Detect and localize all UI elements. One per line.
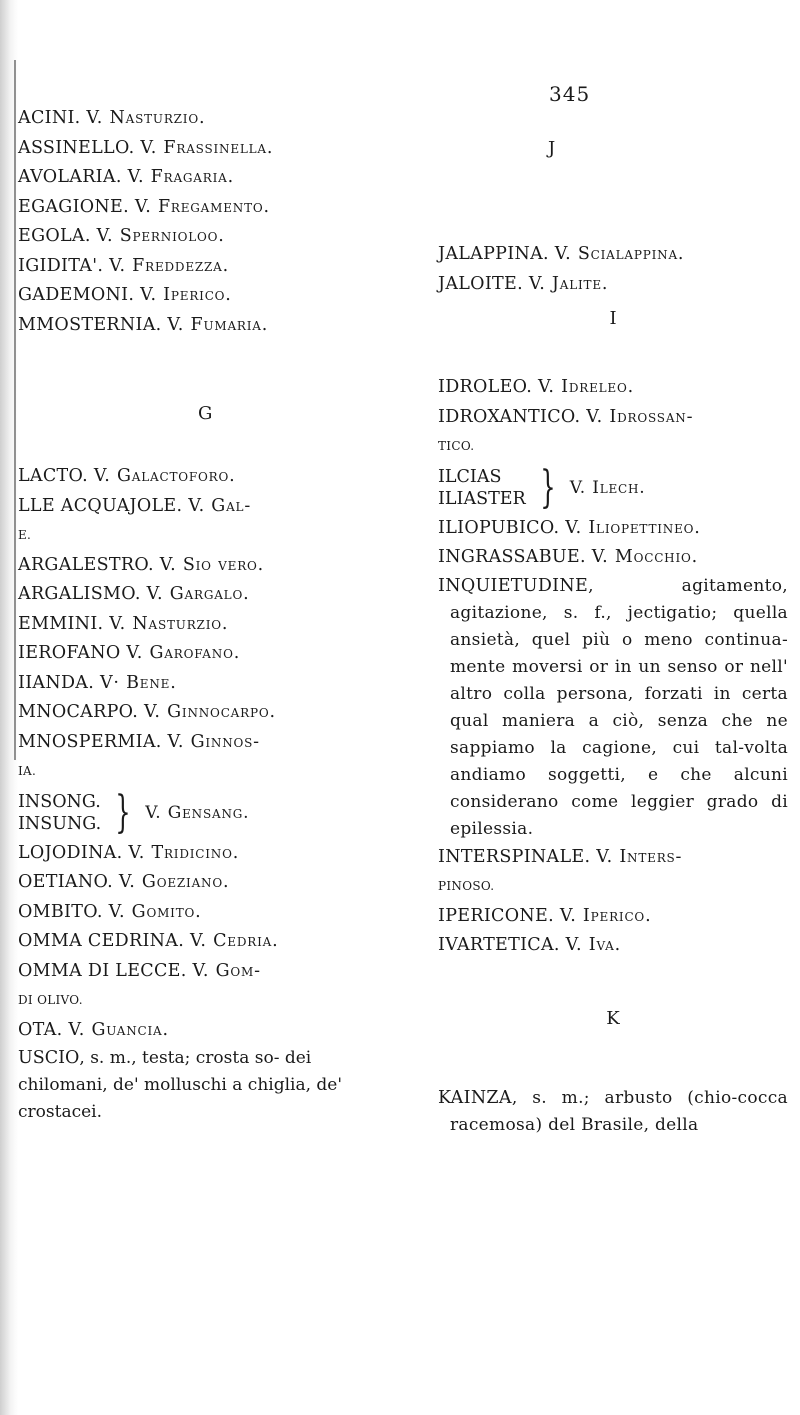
entries-i (438, 373, 788, 961)
dictionary-entry: OTA. V. Guancia. (18, 1019, 169, 1040)
grouped-headwords: ILCIAS ILIASTER (438, 466, 526, 509)
grouped-headwords: INSONG. INSUNG. (18, 791, 102, 834)
column-signature-letter: J (548, 138, 556, 159)
dictionary-entry: IDROXANTICO. V. Idrossan- (438, 406, 694, 427)
dictionary-entry: JALAPPINA. V. Scialappina. (438, 244, 685, 264)
dictionary-entry: IPERICONE. V. Iperico. (438, 905, 652, 926)
page-number: 345 (549, 82, 591, 106)
entries-top (18, 104, 418, 340)
grouped-reference: V. Ilech. (569, 477, 646, 498)
dictionary-entry-description: KAINZA, s. m.; arbusto (chio-cocca racemosa) del Brasile, della (438, 1087, 788, 1135)
dictionary-entry: GADEMONI. V. Iperico. (18, 285, 232, 305)
dictionary-entry: IGIDITA'. V. Freddezza. (18, 255, 230, 276)
grouped-reference: V. Gensang. (145, 802, 250, 823)
dictionary-entry: MMOSTERNIA. V. Fumaria. (18, 314, 269, 335)
entry-continuation: E. (18, 528, 32, 542)
brace-icon: } (115, 786, 131, 838)
entry-continuation: IA. (18, 764, 37, 778)
dictionary-entry: IDROLEO. V. Idreleo. (438, 377, 634, 397)
dictionary-entry: MNOSPERMIA. V. Ginnos- (18, 731, 260, 752)
dictionary-entry: INTERSPINALE. V. Inters- (438, 846, 683, 867)
dictionary-entry: ACINI. V. Nasturzio. (18, 108, 206, 128)
dictionary-entry: OMMA DI LECCE. V. Gom- (18, 960, 261, 981)
dictionary-entry: OMBITO. V. Gomito. (18, 901, 202, 922)
dictionary-entry: LLE ACQUAJOLE. V. Gal- (18, 495, 252, 516)
dictionary-entry-description: INQUIETUDINE, agitamento, agitazione, s. f., jectigatio; quella ansietà, quel più o meno continua-mente moversi or in un senso or nell' altro colla persona, forzati in certa qual maniera a ciò, senza che ne sappiamo la cagione, cui tal-volta andiamo soggetti, e che alcuni considerano come leggier grado di epilessia. (438, 575, 788, 839)
dictionary-entry-description: USCIO, s. m., testa; crosta so- dei chilomani, de' molluschi a chiglia, de' crostacei. (18, 1048, 343, 1122)
entry-continuation: PINOSO. (438, 879, 495, 893)
dictionary-entry: EGAGIONE. V. Fregamento. (18, 196, 270, 217)
dictionary-entry: OETIANO. V. Goeziano. (18, 872, 230, 892)
dictionary-entry: LOJODINA. V. Tridicino. (18, 842, 240, 863)
dictionary-entry: ARGALISMO. V. Gargalo. (18, 584, 250, 604)
dictionary-entry: LACTO. V. Galactoforo. (18, 466, 236, 486)
section-letter-i: I (609, 308, 617, 329)
brace-icon: } (540, 461, 556, 513)
section-letter-g: G (198, 403, 213, 424)
dictionary-entry: JALOITE. V. Jalite. (438, 273, 609, 294)
entries-j (438, 240, 788, 299)
right-column (438, 240, 788, 1139)
grouped-entry (438, 461, 788, 513)
entries-g (18, 462, 418, 787)
left-column (18, 104, 418, 1126)
dictionary-entry: EMMINI. V. Nasturzio. (18, 613, 229, 634)
section-letter-k: K (606, 1007, 620, 1029)
dictionary-entry: ILIOPUBICO. V. Iliopettineo. (438, 517, 701, 538)
entry-continuation: TICO. (438, 439, 475, 453)
entries-after (18, 839, 418, 1046)
dictionary-entry: INGRASSABUE. V. Mocchio. (438, 547, 698, 567)
dictionary-entry: OMMA CEDRINA. V. Cedria. (18, 931, 279, 951)
dictionary-entry: ARGALESTRO. V. Sio vero. (18, 554, 265, 575)
grouped-entry (18, 786, 418, 838)
dictionary-entry: EGOLA. V. Spernioloo. (18, 226, 225, 246)
dictionary-entry: AVOLARIA. V. Fragaria. (18, 167, 234, 187)
dictionary-entry: IIANDA. V· Bene. (18, 672, 177, 693)
page-gutter-line (14, 60, 16, 760)
dictionary-entry: ASSINELLO. V. Frassinella. (18, 137, 274, 158)
dictionary-entry: IEROFANO V. Garofano. (18, 643, 241, 663)
dictionary-entry: IVARTETICA. V. Iva. (438, 935, 621, 955)
entry-continuation: DI OLIVO. (18, 993, 83, 1007)
dictionary-entry: MNOCARPO. V. Ginnocarpo. (18, 702, 276, 722)
